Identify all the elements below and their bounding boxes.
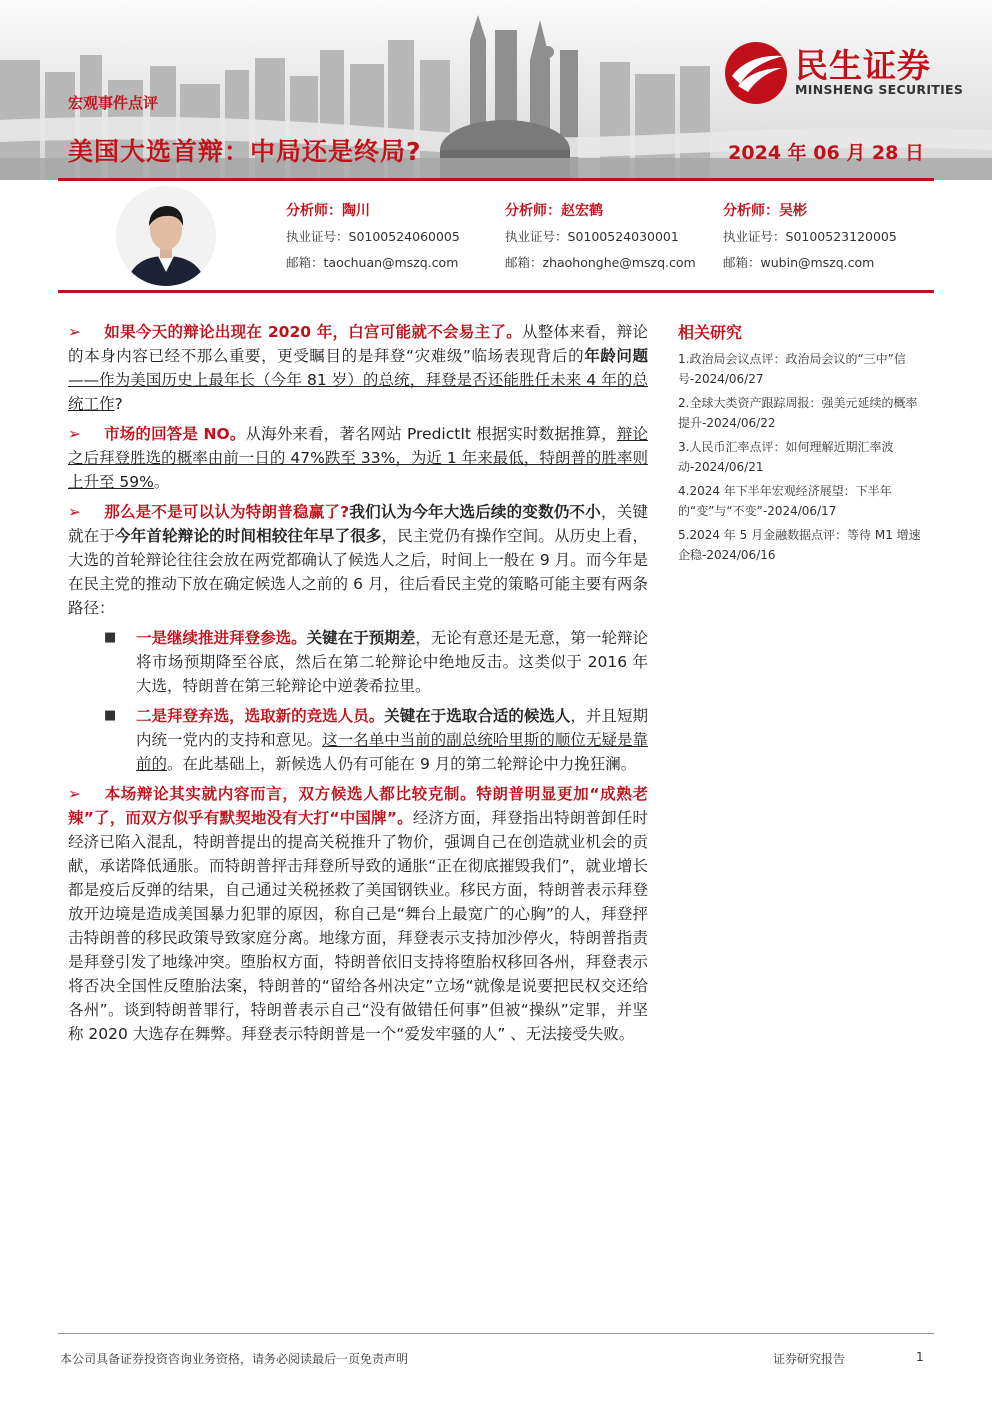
paragraph: [68, 320, 648, 416]
emphasis-text: 关键在于选取合适的候选人: [384, 707, 571, 725]
paragraph: [68, 500, 648, 620]
key-point: 本场辩论其实就内容而言，双方候选人都比较克制。特朗普明显更加“成熟老辣”了，而双方似乎有默契地没有大打“中国牌”。: [68, 785, 648, 827]
footer-divider: [58, 1333, 934, 1334]
page-number: 1: [916, 1350, 924, 1364]
paragraph-text: ?: [114, 395, 123, 413]
arrow-bullet-icon: ➢: [68, 503, 81, 521]
analyst-email[interactable]: taochuan@mszq.com: [323, 255, 459, 270]
email-label: 邮箱：: [723, 255, 761, 270]
page-title: 美国大选首辩：中局还是终局?: [68, 137, 422, 166]
paragraph-text: 从海外来看，著名网站 PredictIt 根据实时数据推算，: [245, 425, 617, 443]
key-point: 二是拜登弃选，选取新的竞选人员。: [136, 707, 385, 725]
related-research-sidebar: [678, 320, 928, 569]
report-type-label: 宏观事件点评: [68, 94, 159, 112]
related-research-item[interactable]: 1.政治局会议点评：政治局会议的“三中”信号-2024/06/27: [678, 352, 906, 386]
header-divider: [58, 178, 934, 181]
paragraph-text: ，无论有意还是无意，第一轮辩论将市场预期降至谷底，然后在第二轮辩论中绝地反击。这类似于 2016 年大选，特朗普在第三轮辩论中逆袭希拉里。: [136, 629, 648, 695]
analyst-card: [723, 198, 897, 276]
paragraph-text: 从整体来看，辩论的本身内容已经不那么重要，更受瞩目的是拜登“灾难级”临场表现背后的: [68, 323, 648, 365]
key-point: 如果今天的辩论出现在 2020 年，白宫可能就不会易主了。: [104, 323, 522, 341]
email-label: 邮箱：: [505, 255, 543, 270]
related-research-item[interactable]: 3.人民币汇率点评：如何理解近期汇率波动-2024/06/21: [678, 440, 894, 474]
emphasis-text: 关键在于预期差: [306, 629, 416, 647]
analyst-name: 赵宏鹤: [561, 203, 603, 219]
square-bullet-icon: ■: [104, 630, 117, 645]
related-research-item[interactable]: 2.全球大类资产跟踪周报：强美元延续的概率提升-2024/06/22: [678, 396, 918, 430]
cert-label: 执业证号：: [286, 229, 349, 244]
related-research-item[interactable]: 4.2024 年下半年宏观经济展望：下半年的“变”与“不变”-2024/06/17: [678, 484, 892, 518]
cert-label: 执业证号：: [723, 229, 786, 244]
cert-label: 执业证号：: [505, 229, 568, 244]
report-body: [68, 320, 648, 1052]
email-label: 邮箱：: [286, 255, 324, 270]
cert-number: S0100524030001: [567, 229, 679, 244]
cert-number: S0100523120005: [785, 229, 897, 244]
emphasis-text: 今年首轮辩论的时间相较往年早了很多: [115, 527, 382, 545]
emphasis-text: 我们认为今年大选后续的变数仍不小: [349, 503, 602, 521]
analyst-role: 分析师：: [286, 203, 342, 219]
arrow-bullet-icon: ➢: [68, 785, 81, 803]
analyst-name: 陶川: [342, 203, 370, 219]
paragraph-text: ，民主党仍有操作空间。从历史上看，大选的首轮辩论往往会放在两党都确认了候选人之后，时间上一般在 9 月。而今年是在民主党的推动下放在确定候选人之前的 6 月，往后看民主党的策略可能主要有两条路径：: [68, 527, 648, 617]
key-point: 市场的回答是 NO。: [104, 425, 246, 443]
paragraph: [68, 782, 648, 1046]
footer-disclaimer: 本公司具备证券投资咨询业务资格，请务必阅读最后一页免责声明: [60, 1352, 409, 1366]
paragraph-text: 。在此基础上，新候选人仍有可能在 9 月的第二轮辩论中力挽狂澜。: [167, 755, 637, 773]
square-bullet-icon: ■: [104, 708, 117, 723]
key-point: 一是继续推进拜登参选。: [136, 629, 307, 647]
brand-name-cn: 民生证券: [795, 46, 931, 85]
related-research-item[interactable]: 5.2024 年 5 月金融数据点评：等待 M1 增速企稳-2024/06/16: [678, 528, 921, 562]
underlined-text: 这一名单中当前的副总统哈里斯的顺位无疑是靠前的: [136, 731, 648, 773]
cert-number: S0100524060005: [348, 229, 460, 244]
analyst-card: [286, 198, 460, 276]
analyst-photo: [116, 186, 216, 286]
underlined-text: ——作为美国历史上最年长（今年 81 岁）的总统，拜登是否还能胜任未来 4 年的总统工作: [68, 371, 648, 413]
brand-name-en: MINSHENG SECURITIES: [795, 82, 964, 97]
paragraph: [68, 422, 648, 494]
paragraph-text: ，关键就在于: [68, 503, 648, 545]
analyst-role: 分析师：: [505, 203, 561, 219]
paragraph-text: ，并且短期内统一党内的支持和意见。: [136, 707, 648, 749]
minsheng-logo-icon: [718, 40, 798, 106]
footer-doc-type: 证券研究报告: [773, 1352, 846, 1366]
analyst-email[interactable]: zhaohonghe@mszq.com: [542, 255, 696, 270]
underlined-text: 辩论之后拜登胜选的概率由前一日的 47%跌至 33%，为近 1 年来最低，特朗普的胜率则上升至 59%: [68, 425, 648, 491]
report-date: 2024 年 06 月 28 日: [728, 142, 924, 164]
paragraph-text: 经济方面，拜登指出特朗普卸任时经济已陷入混乱，特朗普提出的提高关税推升了物价，强调自己在创造就业机会的贡献，承诺降低通胀。而特朗普抨击拜登所导致的通胀“正在彻底摧毁我们”，就业增长都是疫后反弹的结果，自己通过关税拯救了美国钢铁业。移民方面，特朗普表示拜登放开边境是造成美国暴力犯罪的原因，称自己是“舞台上最宽广的心胸”的人，拜登抨击特朗普的移民政策导致家庭分离。地缘方面，拜登表示支持加沙停火，特朗普指责是拜登引发了地缘冲突。堕胎权方面，特朗普依旧支持将堕胎权移回各州，拜登表示将否决全国性反堕胎法案，特朗普的“留给各州决定”立场“就像是说要把民权交还给各州”。谈到特朗普罪行，特朗普表示自己“没有做错任何事”但被“操纵”定罪，并坚称 2020 大选存在舞弊。拜登表示特朗普是一个“爱发牢骚的人” 、无法接受失败。: [68, 809, 648, 1043]
arrow-bullet-icon: ➢: [68, 323, 81, 341]
sub-bullet: [104, 704, 648, 776]
analyst-card: [505, 198, 696, 276]
analyst-role: 分析师：: [723, 203, 779, 219]
key-point: 那么是不是可以认为特朗普稳赢了?: [104, 503, 350, 521]
analyst-divider: [58, 290, 934, 293]
arrow-bullet-icon: ➢: [68, 425, 81, 443]
analyst-name: 吴彬: [779, 203, 807, 219]
sidebar-title: 相关研究: [678, 323, 743, 342]
analyst-email[interactable]: wubin@mszq.com: [760, 255, 875, 270]
emphasis-text: 年龄问题: [584, 347, 648, 365]
paragraph-text: 。: [153, 473, 170, 491]
sub-bullet: [104, 626, 648, 698]
